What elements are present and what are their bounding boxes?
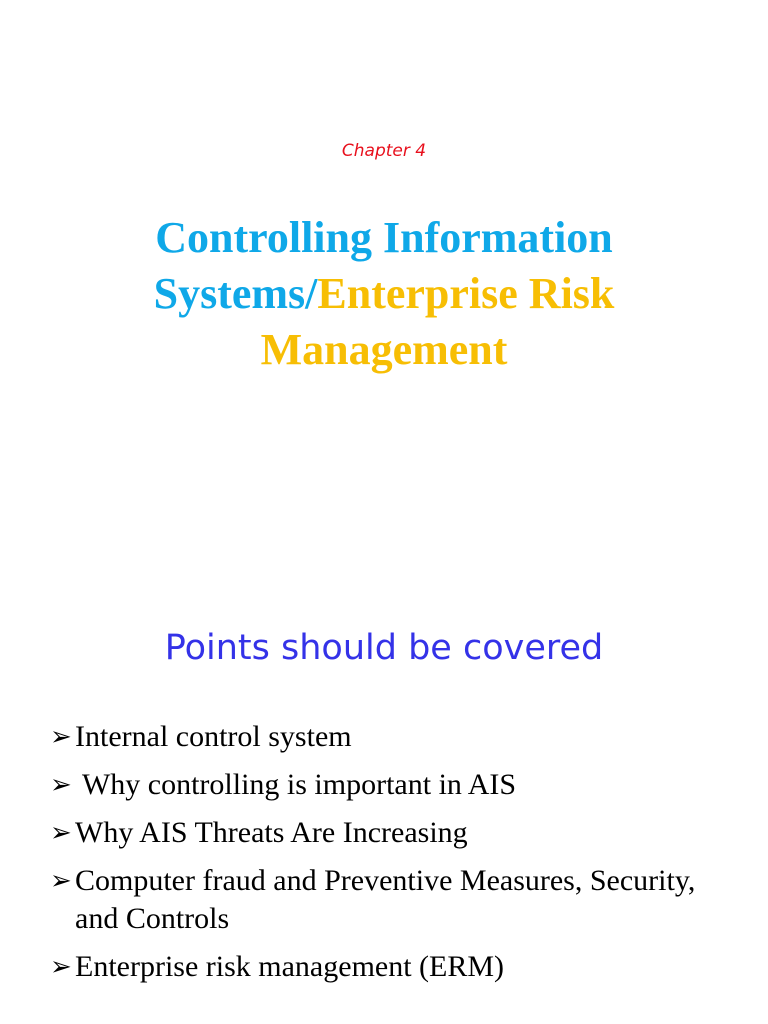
bullet-text: Enterprise risk management (ERM) (75, 950, 505, 983)
title-part-1: Controlling Information Systems/ (153, 213, 613, 318)
bullet-item (50, 948, 740, 986)
arrow-bullet-icon: ➢ (50, 770, 72, 799)
arrow-bullet-icon: ➢ (50, 722, 72, 751)
bullet-text: Internal control system (75, 720, 352, 753)
bullet-item (50, 814, 740, 852)
chapter-label: Chapter 4 (341, 141, 427, 161)
bullet-text: Computer fraud and Preventive Measures, Security, and Controls (75, 864, 696, 935)
bullet-list (50, 718, 740, 996)
bullet-item (50, 862, 740, 938)
bullet-item (50, 718, 740, 756)
title-part-2: Enterprise Risk Management (260, 269, 615, 374)
slide-title (40, 210, 728, 378)
section-heading: Points should be covered (164, 628, 604, 668)
bullet-item (50, 766, 740, 804)
bullet-text: Why AIS Threats Are Increasing (75, 816, 468, 849)
bullet-text: Why controlling is important in AIS (75, 768, 517, 801)
arrow-bullet-icon: ➢ (50, 866, 72, 895)
arrow-bullet-icon: ➢ (50, 818, 72, 847)
arrow-bullet-icon: ➢ (50, 952, 72, 981)
